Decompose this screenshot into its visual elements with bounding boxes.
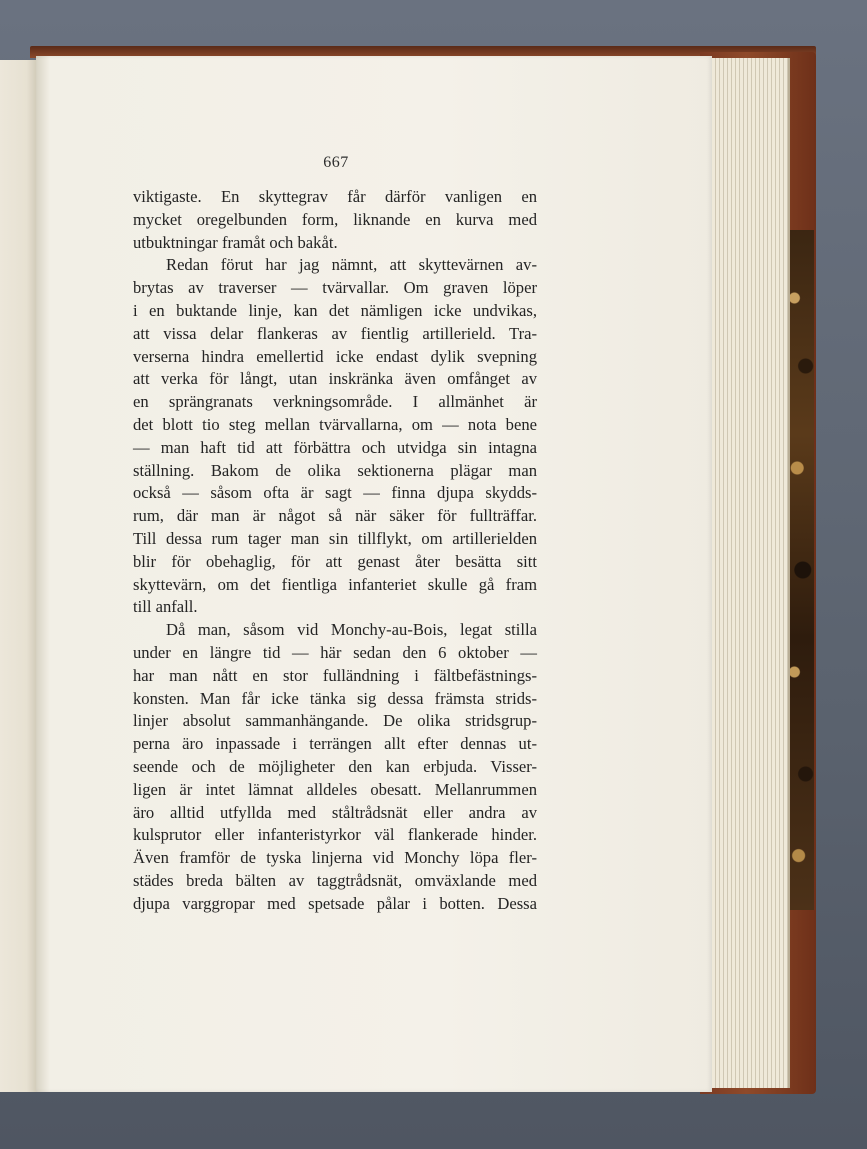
text-line: städes breda bälten av taggtrådsnät, omväxlande med — [133, 870, 537, 890]
text-line: i en buktande linje, kan det nämligen icke undvikas, — [133, 300, 537, 320]
text-line: Till dessa rum tager man sin tillflykt, om artillerielden — [133, 528, 537, 548]
text-line: konsten. Man får icke tänka sig dessa främsta strids- — [133, 688, 537, 708]
left-facing-page — [0, 60, 38, 1092]
text-line: — man haft tid att förbättra och utvidga sin intagna — [133, 437, 537, 457]
text-line: djupa varggropar med spetsade pålar i botten. Dessa — [133, 893, 537, 913]
text-line: en sprängranats verkningsområde. I allmänhet är — [133, 392, 537, 412]
text-line: ställning. Bakom de olika sektionerna plägar man — [133, 460, 537, 480]
text-line: Även framför de tyska linjerna vid Monchy löpa fler- — [133, 848, 537, 868]
text-line: till anfall. — [133, 597, 198, 617]
text-line: viktigaste. En skyttegrav får därför vanligen en — [133, 187, 537, 206]
text-line: också — såsom ofta är sagt — finna djupa skydds- — [133, 483, 537, 503]
text-line: perna äro inpassade i terrängen allt efter dennas ut- — [133, 734, 537, 754]
text-line: utbuktningar framåt och bakåt. — [133, 232, 338, 252]
text-line: äro alltid utfyllda med ståltrådsnät eller andra av — [133, 802, 537, 822]
text-line: Redan förut har jag nämnt, att skyttevärnen av- — [166, 255, 537, 275]
text-line: rum, där man är något så när säker för fullträffar. — [133, 506, 537, 526]
text-line: det blott tio steg mellan tvärvallarna, om — nota bene — [133, 414, 537, 434]
text-line: seende och de möjligheter den kan erbjuda. Visser- — [133, 756, 537, 776]
marbled-spine — [786, 230, 814, 910]
text-line: att vissa delar flankeras av fientlig artillerield. Tra- — [133, 323, 537, 343]
page-edges-stack — [708, 58, 790, 1088]
text-line: brytas av traverser — tvärvallar. Om graven löper — [133, 278, 537, 298]
text-line: skyttevärn, om det fientliga infanteriet skulle gå fram — [133, 574, 537, 594]
text-line: Då man, såsom vid Monchy-au-Bois, legat stilla — [166, 620, 537, 640]
text-line: verserna hindra emellertid icke endast dylik svepning — [133, 346, 537, 366]
text-line: blir för obehaglig, för att genast åter besätta sitt — [133, 551, 537, 571]
page-number: 667 — [323, 154, 349, 171]
book-page — [36, 56, 712, 1092]
text-line: ligen är intet lämnat alldeles obesatt. Mellanrummen — [133, 779, 537, 799]
text-line: kulsprutor eller infanteristyrkor väl flankerade hinder. — [133, 825, 537, 845]
body-text — [133, 186, 537, 916]
text-line: linjer absolut sammanhängande. De olika stridsgrup- — [133, 711, 537, 731]
text-line: att verka för långt, utan inskränka även omfånget av — [133, 369, 537, 389]
text-line: under en längre tid — här sedan den 6 oktober — — [133, 642, 537, 662]
text-line: har man nått en stor fulländning i fältbefästnings- — [133, 665, 537, 685]
text-line: mycket oregelbunden form, liknande en kurva med — [133, 209, 537, 229]
